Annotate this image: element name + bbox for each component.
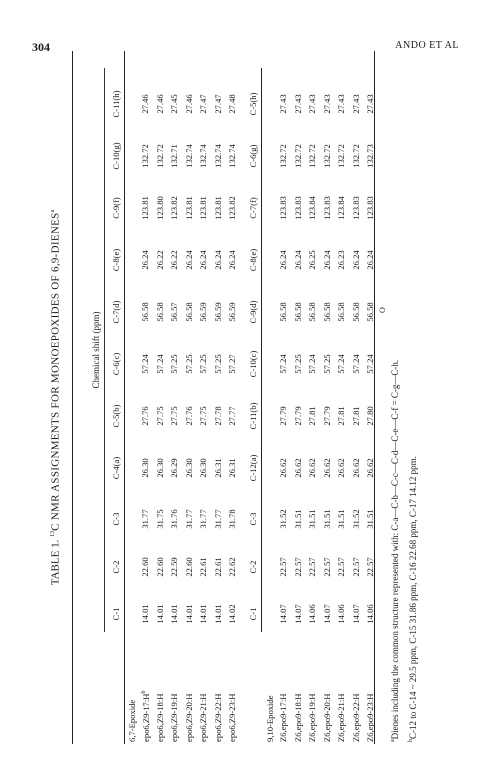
table-cell: 56.58 [336,302,346,322]
row-label [337,694,346,742]
table-cell: 123.84 [336,196,346,220]
table-cell: 57.24 [307,354,317,374]
column-header: C-7(f) [248,197,258,219]
table-cell: 27.77 [227,406,237,426]
table-cell: 27.81 [336,406,346,426]
table-cell: 22.57 [292,557,303,577]
table-cell: 27.76 [140,406,150,426]
table-cell: 14.01 [183,604,194,624]
table-caption-note: a [50,209,56,213]
row-label-text: epo6,Z9-22:H [212,693,223,742]
table-cell: 22.57 [350,557,361,577]
row-label [185,694,194,742]
table-cell: 132.72 [278,144,288,168]
header-2-rule [261,68,262,632]
table-cell: 14.01 [212,604,223,624]
table-cell: 31.78 [227,509,237,529]
footnote-b [408,456,418,742]
table-cell: 14.01 [154,604,165,624]
table-cell: 27.79 [292,406,303,426]
table-cell: 31.51 [307,509,317,529]
table-cell: 57.25 [212,354,223,374]
table-cell: 56.58 [183,302,194,322]
row-label [170,694,179,742]
table-cell: 57.27 [227,354,237,374]
table-cell: 27.43 [350,94,361,114]
row-label [156,694,165,742]
table-cell: 27.46 [140,94,150,114]
table-cell: 132.74 [212,144,223,168]
row-label [214,694,223,742]
column-header: C-5(h) [248,92,258,116]
table-cell: 27.46 [154,94,165,114]
table-cell: 27.81 [350,406,361,426]
table-cell: 56.58 [321,302,332,322]
table-cell: 57.25 [292,354,303,374]
table-cell: 26.22 [154,250,165,270]
table-cell: 31.76 [169,509,179,529]
table-cell: 22.62 [227,557,237,577]
row-label-text: epo6,Z9-20:H [183,693,194,742]
table-cell: 57.25 [198,354,208,374]
table-cell: 14.06 [336,604,346,624]
table-cell: 26.30 [154,458,165,478]
table-cell: 26.31 [227,458,237,478]
table-cell: 22.57 [278,557,288,577]
section-title-6-7-epoxide: 6,7-Epoxide [127,699,137,742]
table-caption-superscript: 13 [50,530,56,537]
table-cell: 27.43 [278,94,288,114]
table-cell: 14.06 [307,604,317,624]
table-cell: 14.07 [321,604,332,624]
table-cell: 31.51 [365,509,375,529]
table-cell: 26.62 [350,458,361,478]
table-cell: 132.73 [365,144,375,168]
footnote-a-text: Dienes including the common structure represented with: C-a—C-b—C-c—C-d—C-e—C-f = C-g—C-h. [390,359,400,740]
table-cell: 132.72 [140,144,150,168]
row-label-text: Z6,epo9-20:H [321,693,332,742]
table-cell: 57.24 [140,354,150,374]
table-cell: 14.01 [140,604,150,624]
column-header: C-3 [248,512,258,526]
column-header: C-6(g) [248,144,258,168]
row-label [141,691,150,742]
table-cell: 57.24 [278,354,288,374]
table-cell: 132.72 [307,144,317,168]
top-rule [72,51,73,744]
table-cell: 31.51 [336,509,346,529]
column-header: C-11(h) [111,90,121,118]
row-label-text: Z6,epo9-18:H [292,693,303,742]
column-header: C-10(c) [248,350,258,378]
table-cell: 27.75 [154,406,165,426]
row-label-text: Z6,epo9-17:H [278,693,288,742]
row-label-text: epo6,Z9-17:H [140,693,151,742]
table-cell: 123.83 [365,196,375,220]
table-cell: 57.24 [365,354,375,374]
table-cell: 14.01 [198,604,208,624]
table-cell: 56.58 [292,302,303,322]
table-cell: 22.60 [154,557,165,577]
table-cell: 14.06 [365,604,375,624]
column-header: C-12(a) [248,454,258,482]
row-label-text: epo6,Z9-23:H [227,693,237,742]
row-label [352,694,361,742]
table-cell: 22.57 [307,557,317,577]
row-label-text: Z6,epo9-21:H [336,693,346,742]
column-header: C-1 [248,607,258,621]
table-cell: 123.83 [278,196,288,220]
table-cell: 26.24 [321,250,332,270]
table-cell: 57.25 [321,354,332,374]
table-cell: 123.81 [198,196,208,220]
row-label [294,694,303,742]
table-cell: 123.81 [140,196,150,220]
table-cell: 123.81 [212,196,223,220]
table-cell: 14.07 [292,604,303,624]
bottom-rule [374,51,375,744]
table-cell: 26.24 [198,250,208,270]
column-header: C-8(e) [248,248,258,272]
table-cell: 31.51 [321,509,332,529]
table-cell: 27.81 [307,406,317,426]
table-cell: 26.24 [365,250,375,270]
table-cell: 57.25 [169,354,179,374]
table-cell: 22.57 [336,557,346,577]
table-cell: 123.82 [227,196,237,220]
table-cell: 31.77 [198,509,208,529]
table-cell: 26.24 [227,250,237,270]
table-cell: 26.62 [321,458,332,478]
row-label [279,694,288,742]
table-cell: 132.74 [198,144,208,168]
table-cell: 27.80 [365,406,375,426]
table-cell: 26.22 [169,250,179,270]
table-cell: 26.30 [183,458,194,478]
table-cell: 26.24 [183,250,194,270]
row-label-text: epo6,Z9-21:H [198,693,208,742]
table-cell: 132.72 [292,144,303,168]
table-cell: 31.77 [140,509,150,529]
table-cell: 123.81 [183,196,194,220]
table-cell: 132.72 [154,144,165,168]
column-header: C-5(b) [111,404,121,428]
table-cell: 26.24 [140,250,150,270]
table-cell: 57.24 [336,354,346,374]
rotated-table [44,51,451,744]
table-cell: 31.75 [154,509,165,529]
row-label [199,694,208,742]
table-cell: 22.57 [365,557,375,577]
row-label-text: Z6,epo9-23:H [365,693,375,742]
table-cell: 123.82 [169,196,179,220]
table-cell: 132.72 [350,144,361,168]
table-cell: 56.58 [307,302,317,322]
table-cell: 27.43 [307,94,317,114]
column-header: C-2 [248,560,258,574]
table-cell: 56.59 [198,302,208,322]
table-cell: 56.58 [365,302,375,322]
table-caption [50,51,62,744]
table-cell: 22.59 [169,557,179,577]
table-cell: 26.24 [278,250,288,270]
epoxide-oxygen-label: O [378,307,387,313]
column-header: C-11(b) [248,402,258,430]
table-caption-prefix: TABLE 1. [49,539,62,586]
table-cell: 132.74 [183,144,194,168]
table-cell: 27.43 [321,94,332,114]
table-cell: 26.25 [307,250,317,270]
footnote-b-mark: b [408,739,414,742]
table-cell: 57.24 [350,354,361,374]
table-cell: 57.25 [183,354,194,374]
column-header: C-3 [111,512,121,526]
footnote-b-text: C-12 to C-14 ~ 29.5 ppm, C-15 31.86 ppm, C-16 22.68 ppm, C-17 14.12 ppm. [408,456,418,739]
table-cell: 31.52 [350,509,361,529]
column-header: C-8(e) [111,248,121,272]
table-cell: 14.01 [169,604,179,624]
table-cell: 56.59 [227,302,237,322]
running-head: ANDO ET AL [395,40,459,51]
table-cell: 26.62 [365,458,375,478]
column-header: C-10(g) [111,142,121,170]
table-cell: 26.62 [336,458,346,478]
column-header: C-6(c) [111,352,121,376]
table-cell: 26.62 [292,458,303,478]
table-cell: 27.43 [336,94,346,114]
page-number: 304 [32,40,50,54]
table-cell: 123.84 [307,196,317,220]
table-cell: 26.31 [212,458,223,478]
table-cell: 26.23 [336,250,346,270]
table-cell: 57.24 [154,354,165,374]
row-label [228,694,237,742]
table-cell: 56.58 [278,302,288,322]
table-cell: 27.45 [169,94,179,114]
table-cell: 56.58 [140,302,150,322]
table-cell: 27.47 [198,94,208,114]
table-cell: 132.71 [169,144,179,168]
row-label-text: Z6,epo9-22:H [350,693,361,742]
table-cell: 26.62 [307,458,317,478]
footnote-a [390,360,400,742]
column-header: C-7(d) [111,300,121,324]
table-cell: 27.75 [198,406,208,426]
column-header: C-9(f) [111,197,121,219]
table-cell: 56.57 [169,302,179,322]
table-cell: 14.02 [227,604,237,624]
table-cell: 26.24 [350,250,361,270]
header-rule [124,51,125,744]
table-cell: 123.83 [350,196,361,220]
table-cell: 22.60 [140,557,150,577]
chemical-shift-spanner: Chemical shift (ppm) [91,311,101,389]
table-cell: 56.58 [350,302,361,322]
table-cell: 22.61 [212,557,223,577]
table-cell: 27.79 [321,406,332,426]
table-cell: 123.83 [292,196,303,220]
table-cell: 31.52 [278,509,288,529]
table-cell: 31.77 [183,509,194,529]
table-cell: 132.72 [321,144,332,168]
table-caption-text: C NMR ASSIGNMENTS FOR MONOEPOXIDES OF 6,9-DIENES [49,212,62,531]
table-cell: 26.30 [198,458,208,478]
table-cell: 31.51 [292,509,303,529]
table-cell: 27.78 [212,406,223,426]
row-label [308,694,317,742]
column-header: C-4(a) [111,456,121,480]
table-cell: 27.46 [183,94,194,114]
table-cell: 27.48 [227,94,237,114]
table-cell: 26.30 [140,458,150,478]
table-cell: 14.07 [350,604,361,624]
table-cell: 56.58 [154,302,165,322]
table-cell: 27.79 [278,406,288,426]
table-cell: 27.43 [365,94,375,114]
table-cell: 14.07 [278,604,288,624]
spanner-rule [104,68,105,632]
table-cell: 27.75 [169,406,179,426]
table-cell: 123.83 [321,196,332,220]
table-cell: 26.24 [292,250,303,270]
table-cell: 26.29 [169,458,179,478]
table-cell: 22.57 [321,557,332,577]
row-label-text: epo6,Z9-18:H [154,693,165,742]
table-cell: 22.61 [198,557,208,577]
column-header: C-2 [111,560,121,574]
row-label [323,694,332,742]
row-label-text: epo6,Z9-19:H [169,693,179,742]
table-cell: 27.47 [212,94,223,114]
table-cell: 56.59 [212,302,223,322]
table-cell: 26.24 [212,250,223,270]
row-label-note: b [141,690,147,694]
table-cell: 132.74 [227,144,237,168]
column-header: C-1 [111,607,121,621]
column-header: C-9(d) [248,300,258,324]
footnote-a-mark: a [390,739,396,742]
table-cell: 31.77 [212,509,223,529]
section-title-9-10-epoxide: 9,10-Epoxide [265,695,275,742]
table-cell: 27.76 [183,406,194,426]
table-cell: 27.43 [292,94,303,114]
table-cell: 26.62 [278,458,288,478]
table-cell: 22.60 [183,557,194,577]
row-label-text: Z6,epo9-19:H [307,693,317,742]
table-cell: 123.80 [154,196,165,220]
table-cell: 132.72 [336,144,346,168]
